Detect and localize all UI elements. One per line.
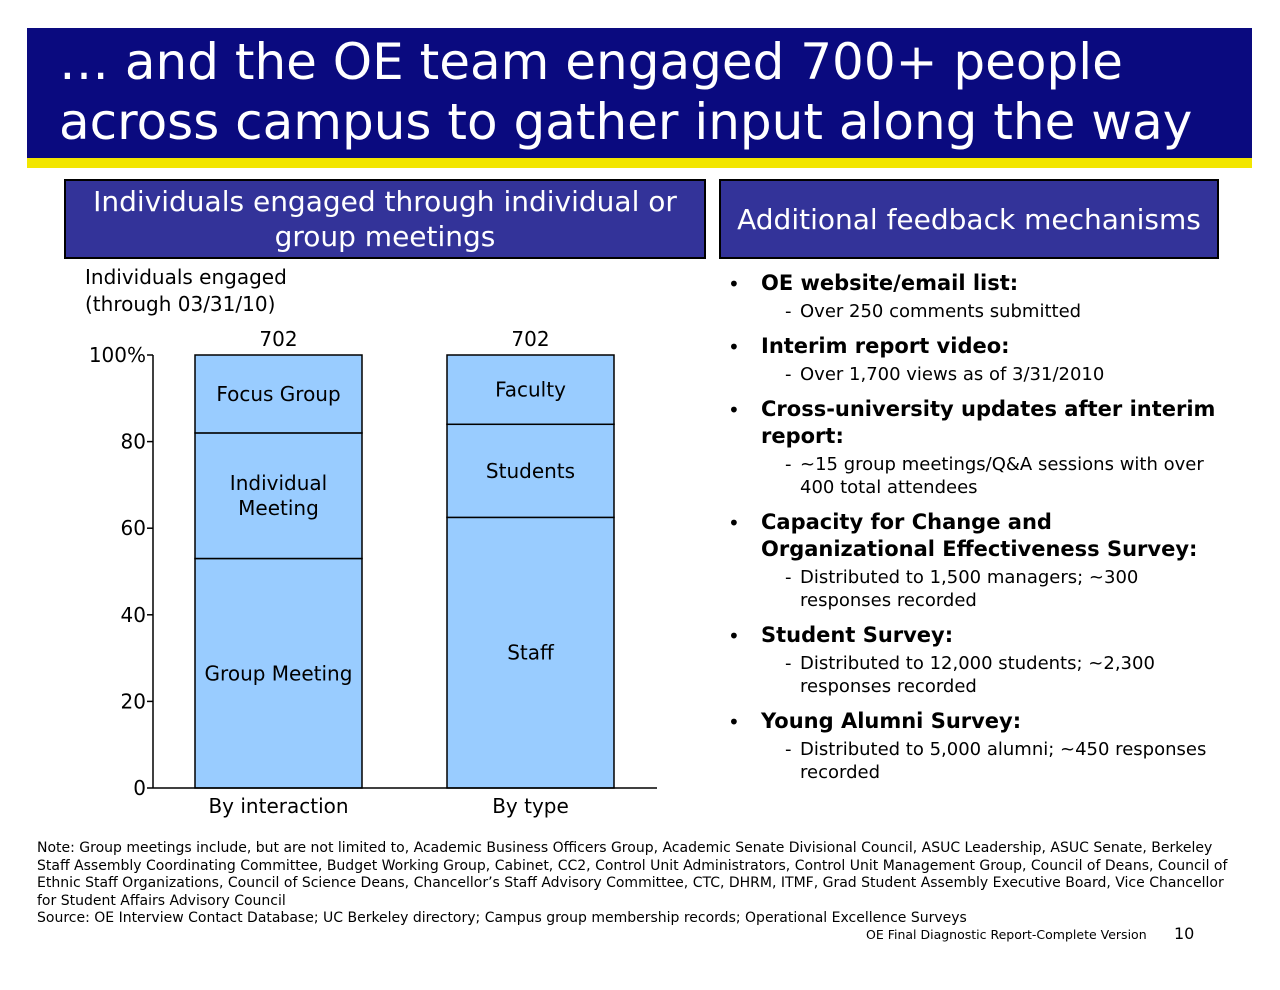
segment-label: Group Meeting <box>204 661 353 686</box>
segment-label: Faculty <box>495 377 566 402</box>
feedback-item-detail-text: Distributed to 12,000 students; ~2,300 responses recorded <box>800 653 1155 697</box>
feedback-item-detail <box>761 738 1225 784</box>
feedback-item-title: Student Survey: <box>761 623 954 647</box>
bullet-dot-icon: • <box>728 624 740 648</box>
bullet-dot-icon: • <box>728 272 740 296</box>
dash-icon: - <box>785 301 792 322</box>
feedback-item-detail <box>761 300 1225 323</box>
notes-block <box>37 840 1237 928</box>
left-panel-header <box>64 179 706 259</box>
feedback-item-detail-text: Over 250 comments submitted <box>800 301 1082 322</box>
left-panel-header-text: Individuals engaged through individual or group meetings <box>93 185 677 253</box>
slide-title: … and the OE team engaged 700+ people across campus to gather input along the way <box>59 33 1193 151</box>
stacked-bar-chart <box>60 320 680 830</box>
feedback-item-title: Capacity for Change and Organizational Effectiveness Survey: <box>761 510 1198 561</box>
feedback-item-detail <box>761 453 1225 499</box>
segment-label: Students <box>485 458 576 483</box>
bullet-dot-icon: • <box>728 398 740 422</box>
feedback-item-title: Young Alumni Survey: <box>761 709 1022 733</box>
feedback-item-detail-text: Distributed to 5,000 alumni; ~450 responses recorded <box>800 739 1207 783</box>
dash-icon: - <box>785 739 792 760</box>
y-tick-label: 100% <box>88 343 146 367</box>
dash-icon: - <box>785 454 792 475</box>
feedback-item <box>725 333 1225 386</box>
bar-total-label: 702 <box>259 327 298 351</box>
feedback-item <box>725 509 1225 612</box>
title-bar <box>27 28 1252 158</box>
dash-icon: - <box>785 364 792 385</box>
x-category-label: By interaction <box>208 794 349 818</box>
segment-label: Individual Meeting <box>229 471 328 521</box>
footer-label: OE Final Diagnostic Report-Complete Version <box>866 927 1147 942</box>
x-category-label: By type <box>492 794 569 818</box>
bar-total-label: 702 <box>511 327 550 351</box>
feedback-item-detail <box>761 363 1225 386</box>
feedback-list <box>725 270 1225 794</box>
y-tick-label: 60 <box>120 516 146 541</box>
y-tick-label: 0 <box>133 776 146 800</box>
bullet-dot-icon: • <box>728 710 740 734</box>
feedback-item-detail-text: Over 1,700 views as of 3/31/2010 <box>800 364 1105 385</box>
feedback-item-detail <box>761 566 1225 612</box>
source-text: Source: OE Interview Contact Database; UC Berkeley directory; Campus group membership records; Operational Excellence Surveys <box>37 910 967 926</box>
feedback-item-title: OE website/email list: <box>761 271 1019 295</box>
bullet-dot-icon: • <box>728 335 740 359</box>
feedback-item-detail-text: Distributed to 1,500 managers; ~300 responses recorded <box>800 567 1139 611</box>
right-panel-header <box>719 179 1219 259</box>
title-underline <box>27 158 1252 168</box>
page-number: 10 <box>1174 924 1195 943</box>
feedback-item <box>725 270 1225 323</box>
dash-icon: - <box>785 653 792 674</box>
right-panel-header-text: Additional feedback mechanisms <box>737 202 1201 236</box>
dash-icon: - <box>785 567 792 588</box>
segment-label: Staff <box>507 640 554 665</box>
note-text: Note: Group meetings include, but are not limited to, Academic Business Officers Group, Academic Senate Divisional Council, ASUC Leadership, ASUC Senate, Berkeley Staff Assembly Coordinating Committee, Budget Working Group, Cabinet, CC2, Control Unit Administrators, Control Unit Management Group, Council of Deans, Council of Ethnic Staff Organizations, Council of Science Deans, Chancellor’s Staff Advisory Committee, CTC, DHRM, ITMF, Grad Student Assembly Executive Board, Vice Chancellor for Student Affairs Advisory Council <box>37 840 1228 909</box>
feedback-item-detail <box>761 652 1225 698</box>
feedback-item-title: Cross-university updates after interim report: <box>761 397 1216 448</box>
y-tick-label: 40 <box>120 602 146 627</box>
y-tick-label: 20 <box>120 689 146 714</box>
feedback-item-title: Interim report video: <box>761 334 1010 358</box>
feedback-item <box>725 622 1225 698</box>
bullet-dot-icon: • <box>728 511 740 535</box>
chart-caption: Individuals engaged (through 03/31/10) <box>85 265 287 316</box>
feedback-item-detail-text: ~15 group meetings/Q&A sessions with over 400 total attendees <box>800 454 1204 498</box>
y-tick-label: 80 <box>120 429 146 454</box>
feedback-item <box>725 396 1225 499</box>
segment-label: Focus Group <box>216 381 341 406</box>
feedback-item <box>725 708 1225 784</box>
